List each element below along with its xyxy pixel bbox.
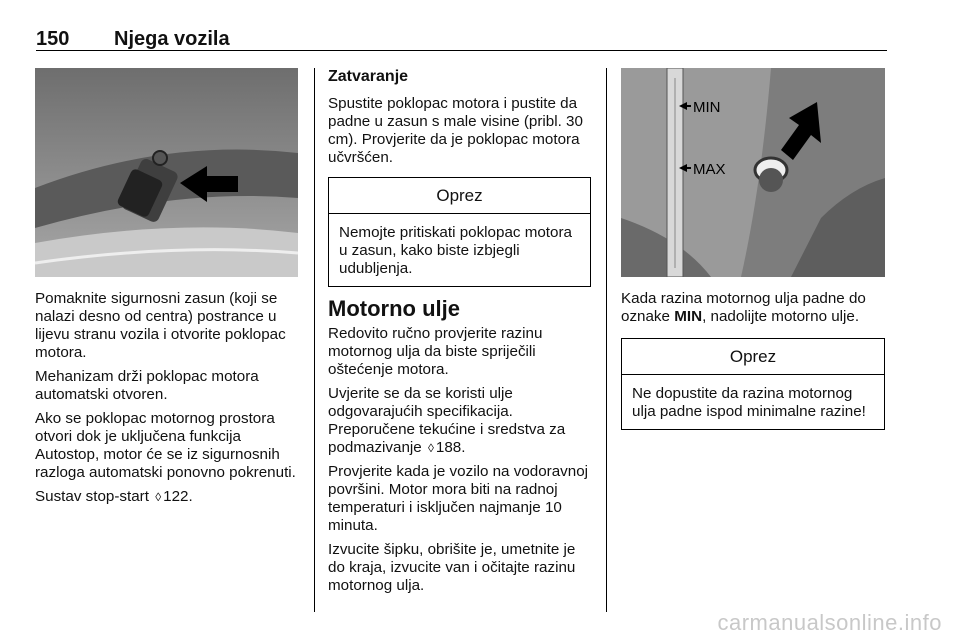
paragraph: Uvjerite se da se koristi ulje odgovarajućih specifikacija. [328, 385, 513, 420]
paragraph: Provjerite kada je vozilo na vodoravnoj površini. Motor mora biti na radnoj temperaturi i isključen najmanje 10 minuta. [328, 463, 589, 534]
closing-heading: Zatvaranje [328, 68, 409, 85]
caution-title: Oprez [329, 178, 590, 214]
xref-page[interactable]: 122. [163, 488, 193, 505]
page-header [36, 28, 230, 51]
dipstick-image [621, 68, 885, 277]
header-rule [36, 50, 887, 51]
min-bold: MIN [674, 308, 703, 325]
oil-heading: Motorno ulje [328, 296, 460, 321]
xref-symbol-icon: ◊ [155, 490, 162, 504]
section-title: Njega vozila [114, 28, 230, 50]
paragraph: Ako se poklopac motornog prostora otvori dok je uključena funkcija Autostop, motor će se iz sigurnosnih razloga automatski ponovno pokrenuti. [35, 410, 296, 481]
right-column [621, 290, 885, 430]
closing-text: Spustite poklopac motora i pustite da padne u zasun s male visine (pribl. 30 cm). Provjerite da je poklopac motora učvršćen. [328, 95, 583, 166]
hood-latch-image [35, 68, 298, 277]
caution-text: Ne dopustite da razina motornog ulja padne ispod minimalne razine! [632, 385, 866, 420]
caution-title: Oprez [622, 339, 884, 375]
watermark: carmanualsonline.info [717, 610, 942, 635]
column-divider [606, 68, 607, 612]
page-number: 150 [36, 28, 70, 50]
column-divider [314, 68, 315, 612]
paragraph: Pomaknite sigurnosni zasun (koji se nalazi desno od centra) postrance u lijevu stranu vozila i otvorite poklopac motora. [35, 290, 286, 361]
caution-box [328, 177, 591, 287]
min-mark-label: MIN [693, 99, 721, 116]
caution-box [621, 338, 885, 430]
caution-text: Nemojte pritiskati poklopac motora u zasun, kako biste izbjegli udubljenja. [339, 224, 572, 277]
left-column [35, 290, 303, 512]
paragraph: Kada razina motornog ulja padne do oznake MIN, nadolijte motorno ulje. [621, 290, 866, 325]
xref-text: Sustav stop-start [35, 488, 149, 505]
paragraph: Mehanizam drži poklopac motora automatski otvoren. [35, 368, 259, 403]
max-mark-label: MAX [693, 161, 726, 178]
xref-text: Preporučene tekućine i sredstva za podmazivanje [328, 421, 566, 456]
middle-column [328, 68, 591, 601]
cross-reference [328, 421, 591, 457]
xref-symbol-icon: ◊ [427, 441, 434, 455]
paragraph: Izvucite šipku, obrišite je, umetnite je do kraja, izvucite van i očitajte razinu motornog ulja. [328, 541, 576, 594]
xref-page[interactable]: 188. [435, 439, 466, 456]
paragraph: Redovito ručno provjerite razinu motornog ulja da biste spriječili oštećenje motora. [328, 325, 543, 378]
cross-reference [35, 488, 303, 506]
